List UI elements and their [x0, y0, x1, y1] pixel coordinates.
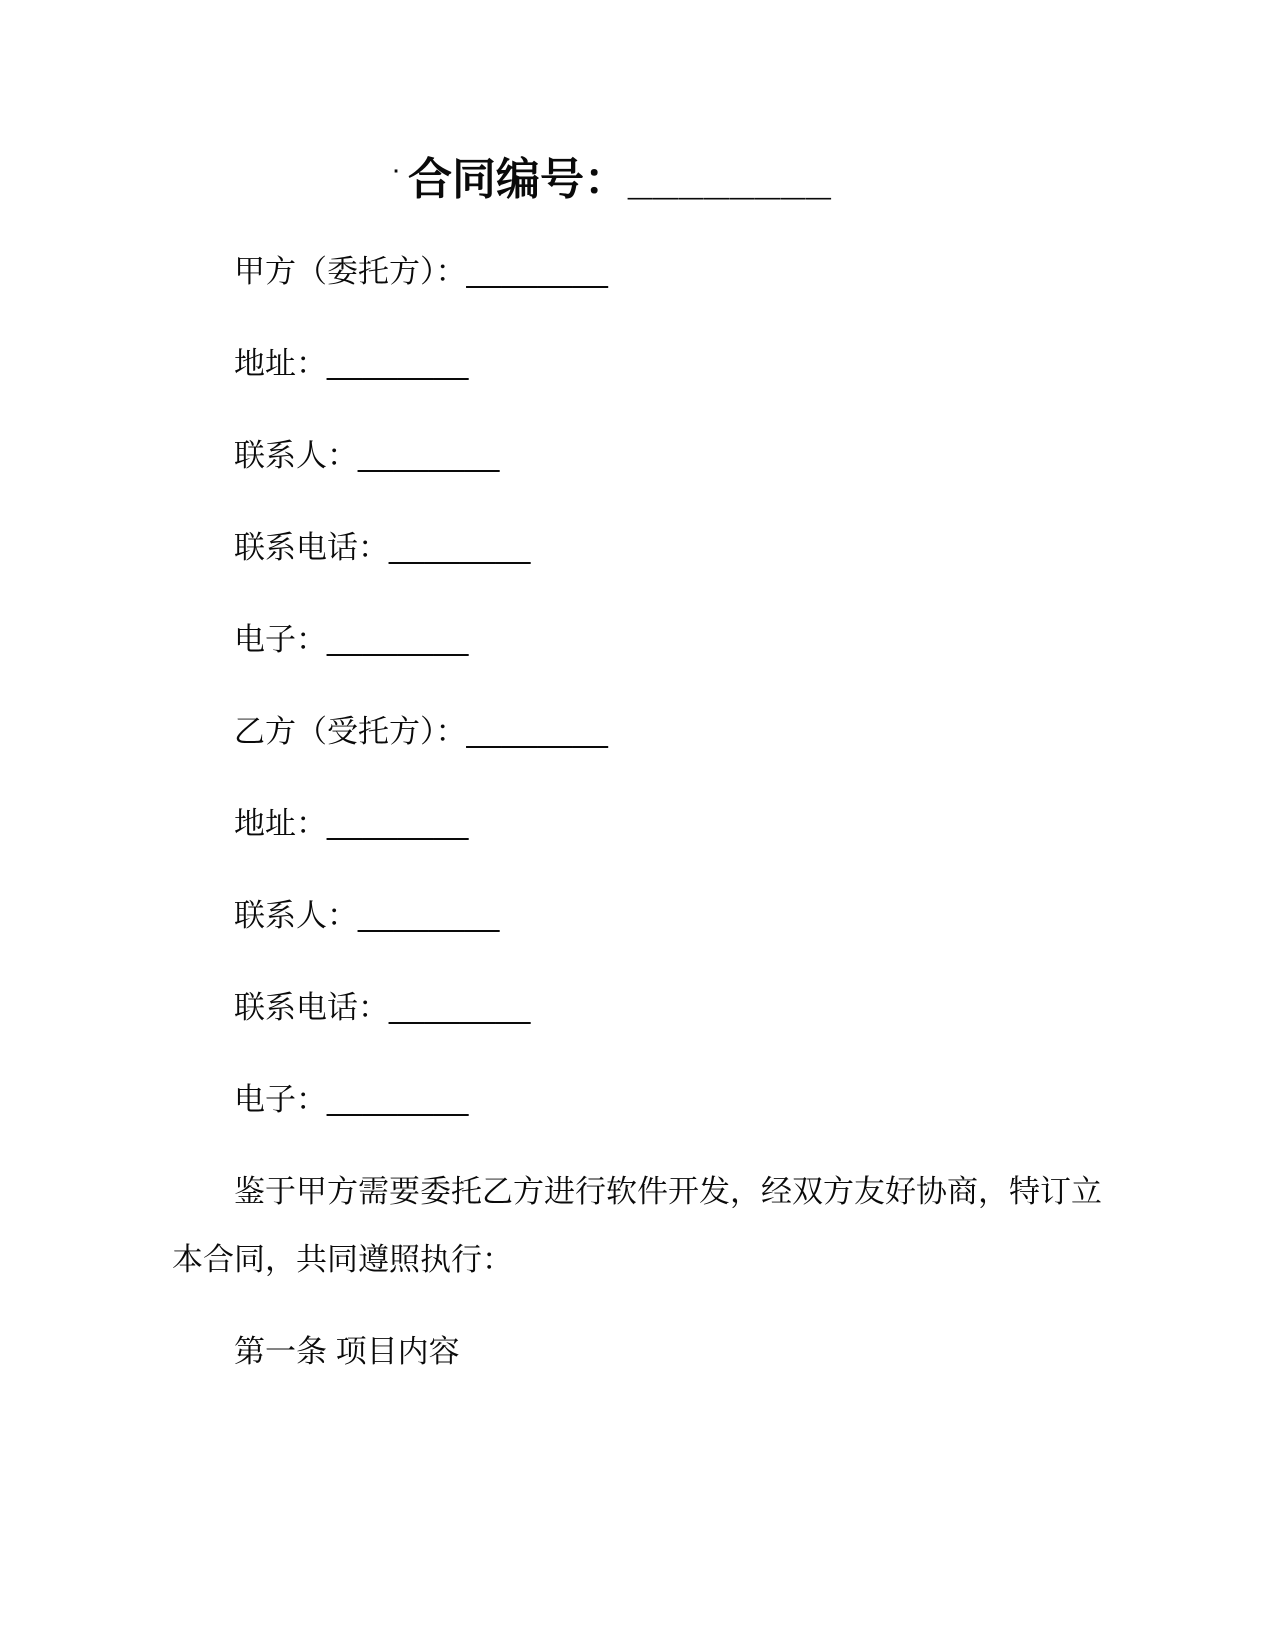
field-row-phone-b [172, 974, 1105, 1042]
field-row-party-b [172, 698, 1105, 766]
field-label: 乙方（受托方）： [234, 714, 467, 749]
field-label: 电子： [234, 622, 327, 657]
field-label: 甲方（委托方）： [234, 254, 467, 289]
field-label: 地址： [234, 806, 327, 841]
field-blank-line: ________ [358, 898, 500, 933]
title-blank-line: ________ [627, 155, 832, 204]
field-blank-line: ________ [389, 990, 531, 1025]
section-heading-article-1: 第一条 项目内容 [234, 1334, 460, 1369]
preamble-paragraph: 鉴于甲方需要委托乙方进行软件开发，经双方友好协商，特订立本合同，共同遵照执行： [172, 1174, 1102, 1277]
field-label: 联系人： [234, 438, 358, 473]
field-blank-line: ________ [389, 530, 531, 565]
field-row-party-a [172, 238, 1105, 306]
field-label: 联系电话： [234, 990, 389, 1025]
title-bullet-dot: · [393, 161, 400, 183]
field-row-address-b [172, 790, 1105, 858]
field-blank-line: ________ [327, 806, 469, 841]
field-blank-line: ________ [327, 1082, 469, 1117]
field-label: 联系人： [234, 898, 358, 933]
field-row-contact-a [172, 422, 1105, 490]
field-blank-line: ________ [466, 714, 609, 749]
field-blank-line: ________ [466, 254, 609, 289]
field-row-email-b [172, 1066, 1105, 1134]
field-label: 地址： [234, 346, 327, 381]
field-blank-line: ________ [327, 346, 469, 381]
field-row-address-a [172, 330, 1105, 398]
field-blank-line: ________ [358, 438, 500, 473]
field-row-contact-b [172, 882, 1105, 950]
title-label: 合同编号： [407, 155, 628, 204]
field-blank-line: ________ [327, 622, 469, 657]
field-row-email-a [172, 606, 1105, 674]
field-label: 联系电话： [234, 530, 389, 565]
field-label: 电子： [234, 1082, 327, 1117]
document-title [146, 136, 1079, 216]
field-row-phone-a [172, 514, 1105, 582]
